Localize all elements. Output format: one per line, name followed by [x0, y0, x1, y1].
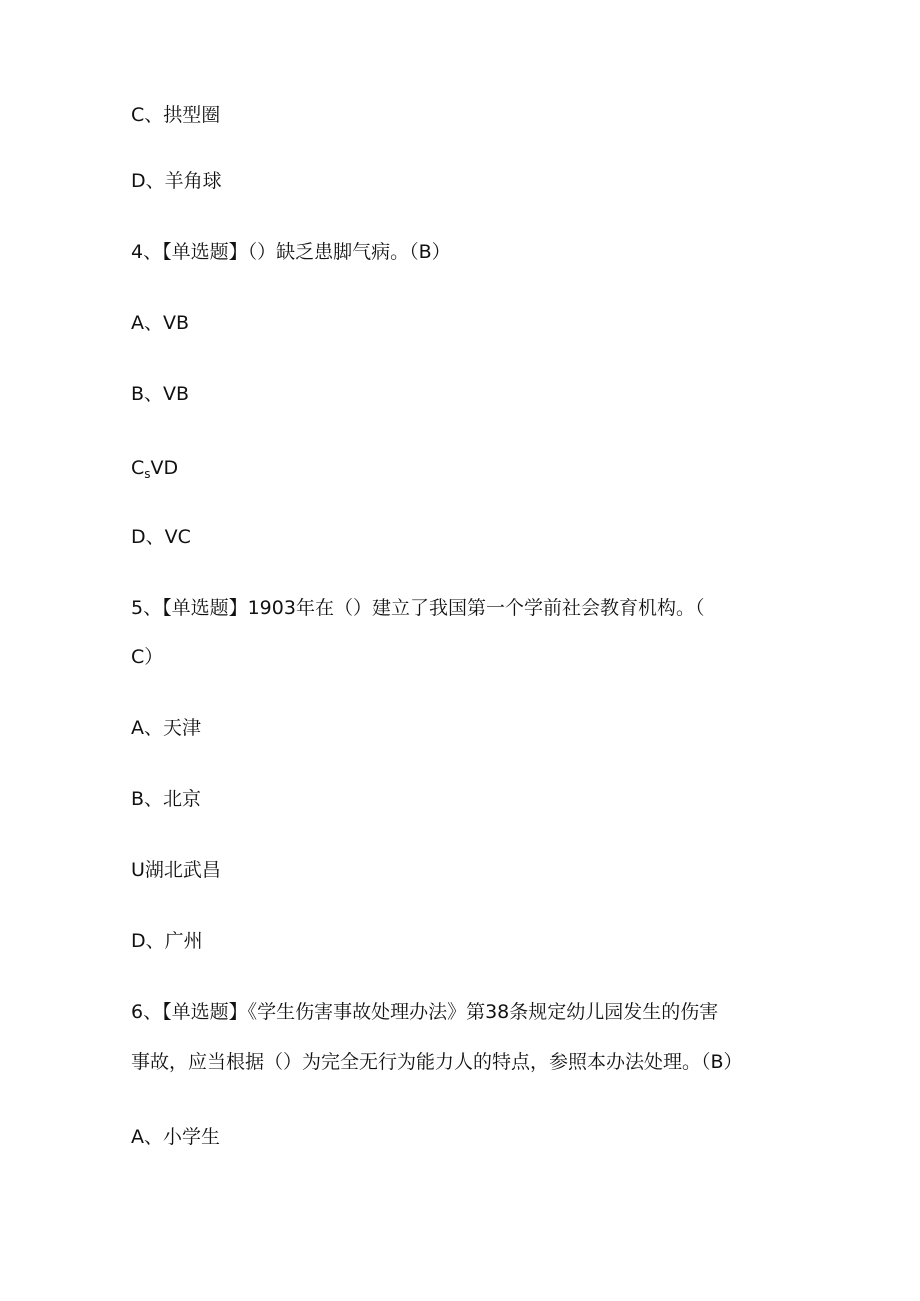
option-c-q5: U湖北武昌 [131, 859, 221, 881]
option-c-q4-letter: C [131, 457, 145, 479]
option-a-q5: A、天津 [131, 717, 201, 739]
option-b-q5: B、北京 [131, 788, 202, 810]
option-a-q4: A、VB [131, 312, 190, 334]
question-5: 5、【单选题】1903年在（）建立了我国第一个学前社会教育机构。（ [131, 597, 705, 619]
question-6-continued: 事故，应当根据（）为完全无行为能力人的特点，参照本办法处理。（B） [131, 1051, 743, 1073]
question-4: 4、【单选题】（）缺乏患脚气病。（B） [131, 241, 451, 263]
option-c-q4-text: VD [150, 457, 179, 479]
option-b-q4: B、VB [131, 383, 190, 405]
question-6: 6、【单选题】《学生伤害事故处理办法》第38条规定幼儿园发生的伤害 [131, 1001, 719, 1023]
option-d-q5: D、广州 [131, 930, 203, 952]
option-c-q3: C、拱型圈 [131, 104, 221, 126]
question-5-answer: C） [131, 646, 164, 668]
option-d-q3: D、羊角球 [131, 170, 222, 192]
option-d-q4: D、VC [131, 526, 191, 548]
option-c-q4 [131, 456, 178, 486]
option-a-q6: A、小学生 [131, 1126, 220, 1148]
option-c-q4-subscript: s [144, 467, 151, 481]
